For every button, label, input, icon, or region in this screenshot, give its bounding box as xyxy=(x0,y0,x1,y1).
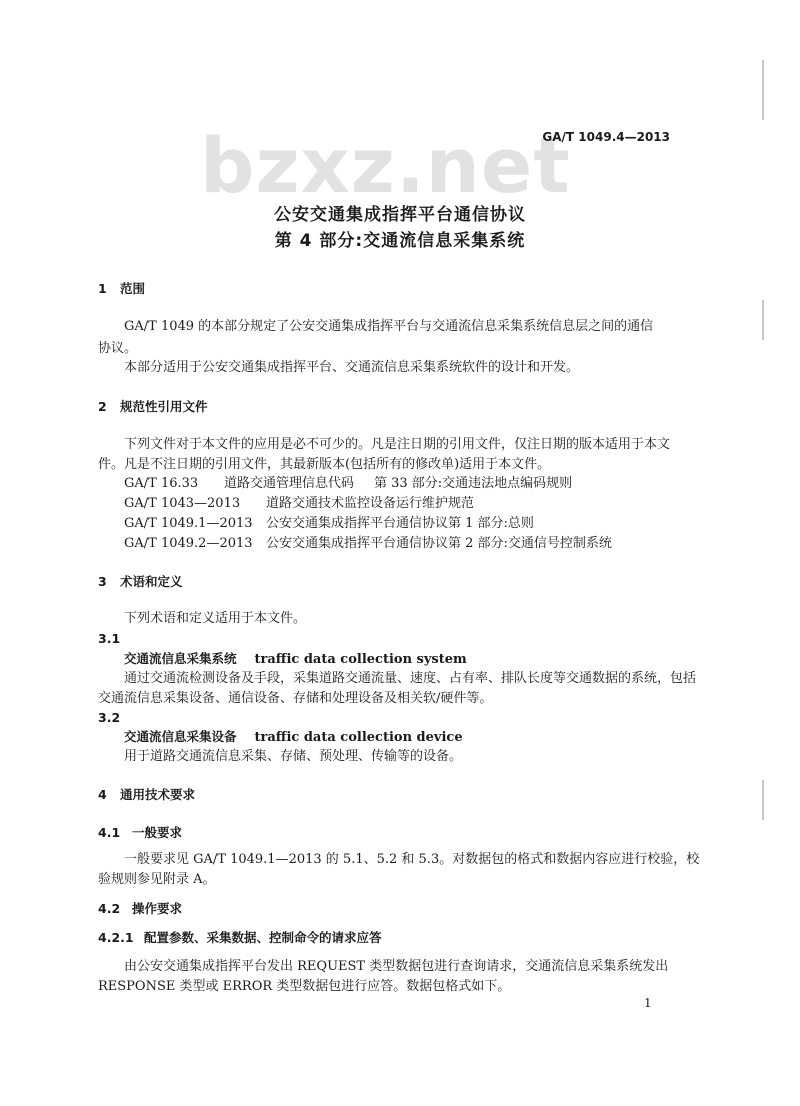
reference-code: GA/T 16.33 xyxy=(124,476,199,491)
document-code: GA/T 1049.4—2013 xyxy=(542,130,670,144)
reference-part: 第 33 部分:交通违法地点编码规则 xyxy=(374,476,573,491)
reference-item xyxy=(124,515,534,533)
section-number: 2 xyxy=(98,399,107,414)
margin-mark xyxy=(762,300,764,340)
subsection-heading xyxy=(98,929,382,947)
term-chinese: 交通流信息采集系统 xyxy=(124,651,237,666)
paragraph-line: RESPONSE 类型或 ERROR 类型数据包进行应答。数据包格式如下。 xyxy=(98,979,511,994)
margin-mark xyxy=(762,780,764,820)
section-number: 4 xyxy=(98,787,107,802)
section-number: 3 xyxy=(98,574,107,589)
section-number: 1 xyxy=(98,281,107,296)
reference-title: 公安交通集成指挥平台通信协议 xyxy=(266,536,449,551)
reference-part: 第 2 部分:交通信号控制系统 xyxy=(448,536,612,551)
reference-item xyxy=(124,535,612,553)
page-number: 1 xyxy=(644,996,652,1010)
reference-title: 道路交通管理信息代码 xyxy=(224,476,355,491)
paragraph-line: 验规则参见附录 A。 xyxy=(98,872,216,887)
section-title: 范围 xyxy=(120,281,146,296)
section-title: 术语和定义 xyxy=(120,574,183,589)
paragraph-line: 通过交通流检测设备及手段，采集道路交通流量、速度、占有率、排队长度等交通数据的系统，包括 xyxy=(124,671,697,686)
section-number: 4.2 xyxy=(98,901,121,916)
term-english: traffic data collection system xyxy=(254,652,467,667)
section-heading xyxy=(98,573,183,591)
term-chinese: 交通流信息采集设备 xyxy=(124,729,237,744)
paragraph-line: 件。凡是不注日期的引用文件，其最新版本(包括所有的修改单)适用于本文件。 xyxy=(98,457,551,472)
document-subtitle: 第 4 部分:交通流信息采集系统 xyxy=(274,231,526,251)
paragraph-line: 交通流信息采集设备、通信设备、存储和处理设备及相关软/硬件等。 xyxy=(98,691,493,706)
margin-mark xyxy=(762,60,764,120)
reference-item xyxy=(124,495,474,513)
section-heading xyxy=(98,398,208,416)
subsection-heading xyxy=(98,824,182,842)
section-heading xyxy=(98,280,145,298)
watermark: bzxz.net xyxy=(200,121,571,210)
term-entry xyxy=(124,650,467,669)
section-title: 规范性引用文件 xyxy=(120,399,208,414)
term-number: 3.2 xyxy=(98,710,121,725)
paragraph-line: 由公安交通集成指挥平台发出 REQUEST 类型数据包进行查询请求，交通流信息采集系统发出 xyxy=(124,959,669,974)
reference-item xyxy=(124,475,572,493)
subsection-heading xyxy=(98,900,182,918)
section-number: 4.1 xyxy=(98,825,121,840)
document-title: 公安交通集成指挥平台通信协议 xyxy=(274,205,526,225)
reference-part: 第 1 部分:总则 xyxy=(448,516,534,531)
paragraph-line: 一般要求见 GA/T 1049.1—2013 的 5.1、5.2 和 5.3。对数据包的格式和数据内容应进行校验，校 xyxy=(124,852,700,867)
paragraph-line: 下列文件对于本文件的应用是必不可少的。凡是注日期的引用文件，仅注日期的版本适用于本文 xyxy=(124,437,671,452)
paragraph-line: GA/T 1049 的本部分规定了公安交通集成指挥平台与交通流信息采集系统信息层之间的通信 xyxy=(124,319,654,334)
section-title: 操作要求 xyxy=(132,901,183,916)
reference-title: 道路交通技术监控设备运行维护规范 xyxy=(266,496,475,511)
reference-code: GA/T 1049.1—2013 xyxy=(124,516,253,531)
reference-code: GA/T 1049.2—2013 xyxy=(124,536,253,551)
section-title: 配置参数、采集数据、控制命令的请求应答 xyxy=(144,930,382,945)
section-title: 一般要求 xyxy=(132,825,183,840)
paragraph-line: 协议。 xyxy=(98,341,138,356)
term-english: traffic data collection device xyxy=(254,730,463,745)
paragraph-line: 本部分适用于公安交通集成指挥平台、交通流信息采集系统软件的设计和开发。 xyxy=(124,360,580,375)
term-entry xyxy=(124,728,463,747)
paragraph-line: 下列术语和定义适用于本文件。 xyxy=(124,611,307,626)
section-title: 通用技术要求 xyxy=(120,787,196,802)
section-heading xyxy=(98,786,195,804)
term-number: 3.1 xyxy=(98,631,121,646)
reference-title: 公安交通集成指挥平台通信协议 xyxy=(266,516,449,531)
section-number: 4.2.1 xyxy=(98,930,134,945)
reference-code: GA/T 1043—2013 xyxy=(124,496,241,511)
paragraph-line: 用于道路交通流信息采集、存储、预处理、传输等的设备。 xyxy=(124,749,463,764)
